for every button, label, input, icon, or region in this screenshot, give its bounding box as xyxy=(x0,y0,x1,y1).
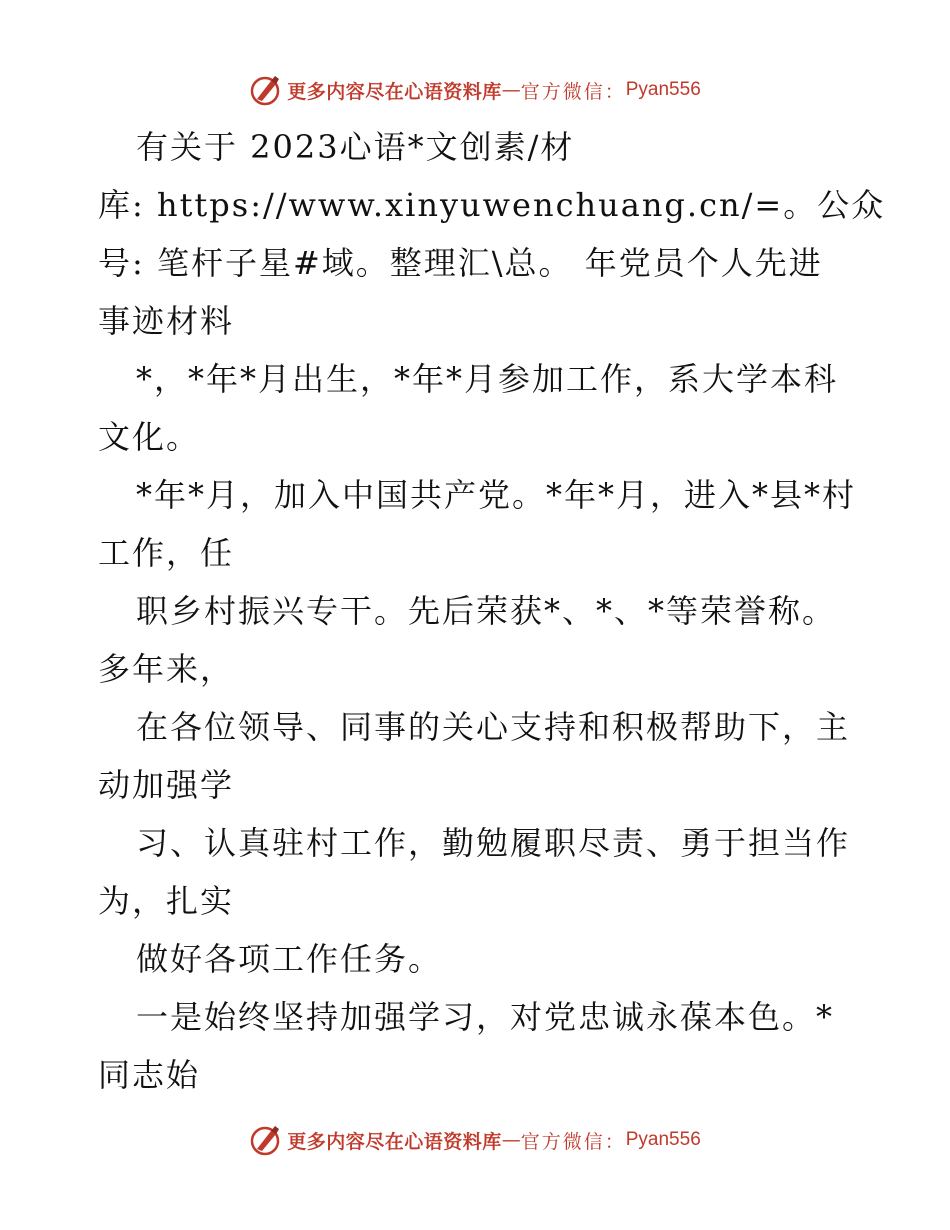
watermark-separator: — xyxy=(501,1129,521,1151)
text-line: *，*年*月出生，*年*月参加工作，系大学本科 xyxy=(136,360,839,398)
watermark-label: 官方微信： xyxy=(520,80,626,103)
watermark-id: Pyan556 xyxy=(625,1129,701,1150)
watermark-separator: — xyxy=(501,79,521,101)
text-line: 在各位领导、同事的关心支持和积极帮助下，主 xyxy=(136,708,851,746)
watermark-label: 官方微信： xyxy=(520,1130,626,1153)
text-line: 文化。 xyxy=(98,418,201,456)
text-line: 同志始 xyxy=(98,1056,201,1094)
watermark-text: 更多内容尽在心语资料库 xyxy=(287,80,502,103)
pen-logo-icon xyxy=(249,73,283,107)
text-line: 多年来， xyxy=(98,650,235,688)
text-line: 号: 笔杆子星#域。整理汇\总。 年党员个人先进 xyxy=(98,244,823,282)
text-line: 一是始终坚持加强学习，对党忠诚永葆本色。* xyxy=(136,998,835,1036)
watermark-id: Pyan556 xyxy=(625,79,701,100)
header-watermark xyxy=(0,70,950,110)
watermark-text: 更多内容尽在心语资料库 xyxy=(287,1130,502,1153)
document-body xyxy=(98,118,886,1104)
text-line: 做好各项工作任务。 xyxy=(136,940,443,978)
text-line: *年*月，加入中国共产党。*年*月，进入*县*村 xyxy=(136,476,857,514)
text-line: 习、认真驻村工作，勤勉履职尽责、勇于担当作 xyxy=(136,824,851,862)
text-line: 事迹材料 xyxy=(98,302,235,340)
text-line: 库: https://www.xinyuwenchuang.cn/=。公众 xyxy=(98,186,886,224)
text-line: 职乡村振兴专干。先后荣获*、*、*等荣誉称。 xyxy=(136,592,837,630)
pen-logo-icon xyxy=(249,1123,283,1157)
text-line: 有关于 2023心语*文创素/材 xyxy=(136,128,575,166)
text-line: 为，扎实 xyxy=(98,882,235,920)
footer-watermark xyxy=(0,1120,950,1160)
text-line: 动加强学 xyxy=(98,766,235,804)
text-line: 工作，任 xyxy=(98,534,235,572)
